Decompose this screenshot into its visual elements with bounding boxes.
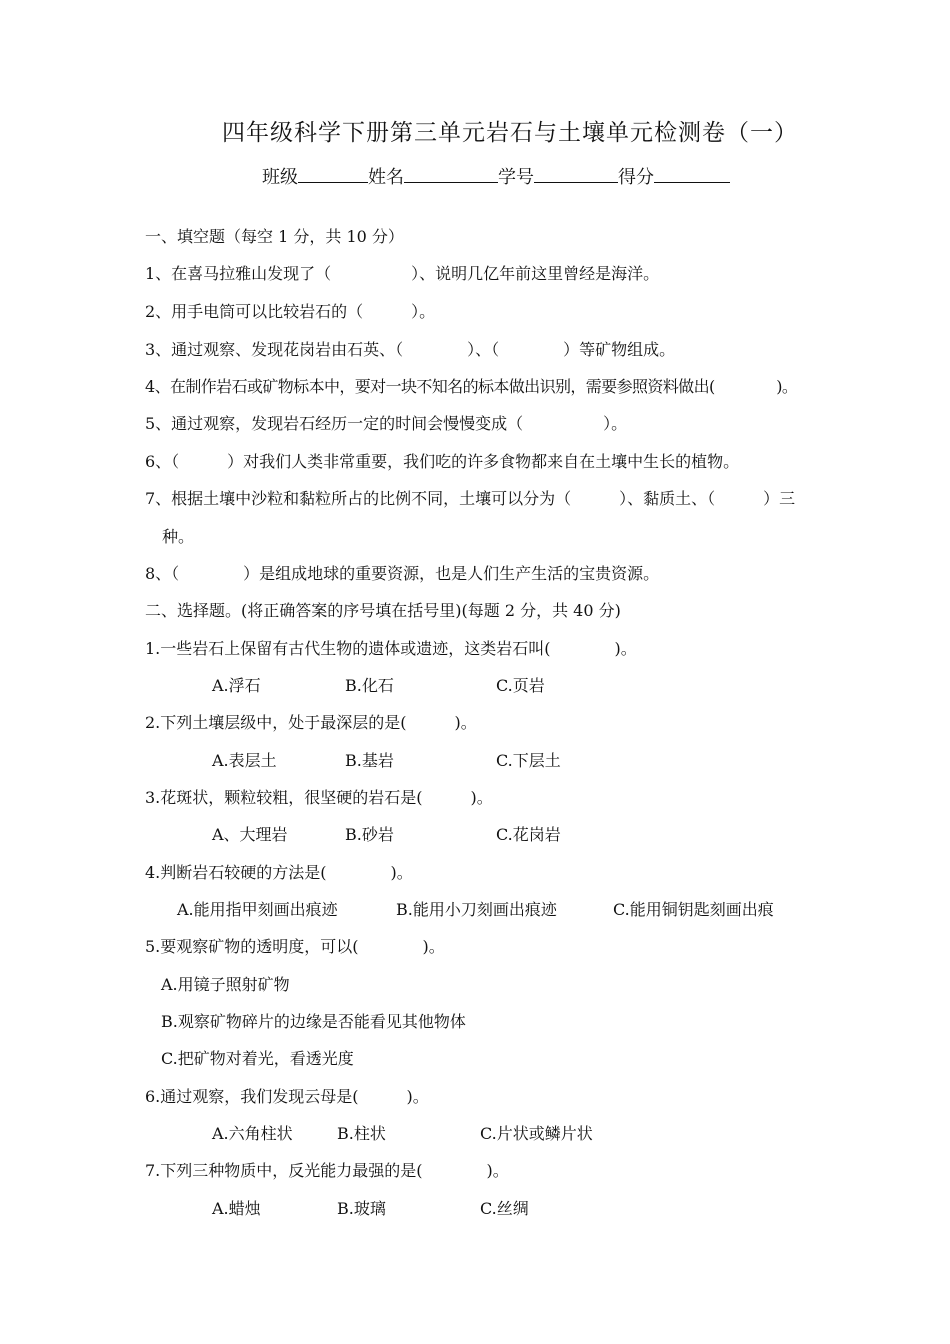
choice-question-5: 5.要观察矿物的透明度，可以( )。 xyxy=(145,937,445,956)
choice-2-option-c: C.下层土 xyxy=(496,751,561,770)
choice-3-option-b: B.砂岩 xyxy=(345,825,394,844)
choice-1-option-a: A.浮石 xyxy=(212,676,261,695)
choice-1-option-c: C.页岩 xyxy=(496,676,545,695)
choice-question-2: 2.下列土壤层级中，处于最深层的是( )。 xyxy=(145,713,477,732)
choice-5-option-c: C.把矿物对着光，看透光度 xyxy=(161,1049,354,1068)
choice-question-1: 1.一些岩石上保留有古代生物的遗体或遗迹，这类岩石叫( )。 xyxy=(145,639,637,658)
number-blank xyxy=(534,164,618,183)
fill-question-5: 5、通过观察，发现岩石经历一定的时间会慢慢变成（ ）。 xyxy=(145,414,628,433)
choice-4-option-b: B.能用小刀刻画出痕迹 xyxy=(396,900,557,919)
section1-heading: 一、填空题（每空 1 分，共 10 分） xyxy=(145,227,404,246)
choice-question-7: 7.下列三种物质中，反光能力最强的是( )。 xyxy=(145,1161,509,1180)
score-label: 得分 xyxy=(618,167,654,188)
choice-2-option-a: A.表层土 xyxy=(212,751,277,770)
name-blank xyxy=(404,164,498,183)
class-label: 班级 xyxy=(262,167,298,188)
choice-3-option-c: C.花岗岩 xyxy=(496,825,561,844)
score-blank xyxy=(654,164,730,183)
choice-2-option-b: B.基岩 xyxy=(345,751,394,770)
choice-6-option-c: C.片状或鳞片状 xyxy=(480,1124,593,1143)
choice-question-4: 4.判断岩石较硬的方法是( )。 xyxy=(145,863,413,882)
choice-question-3: 3.花斑状，颗粒较粗，很坚硬的岩石是( )。 xyxy=(145,788,493,807)
page-title: 四年级科学下册第三单元岩石与土壤单元检测卷（一） xyxy=(222,120,798,146)
class-blank xyxy=(298,164,368,183)
name-label: 姓名 xyxy=(368,167,404,188)
choice-1-option-b: B.化石 xyxy=(345,676,394,695)
choice-7-option-a: A.蜡烛 xyxy=(212,1199,261,1218)
choice-4-option-a: A.能用指甲刻画出痕迹 xyxy=(177,900,338,919)
section2-heading: 二、选择题。(将正确答案的序号填在括号里)(每题 2 分，共 40 分) xyxy=(145,601,621,620)
choice-question-6: 6.通过观察，我们发现云母是( )。 xyxy=(145,1087,429,1106)
fill-question-1: 1、在喜马拉雅山发现了（ ）、说明几亿年前这里曾经是海洋。 xyxy=(145,264,660,283)
choice-3-option-a: A、大理岩 xyxy=(212,825,288,844)
choice-6-option-a: A.六角柱状 xyxy=(212,1124,293,1143)
student-info-row xyxy=(262,163,730,189)
number-label: 学号 xyxy=(498,167,534,188)
fill-question-8: 8、（ ）是组成地球的重要资源，也是人们生产生活的宝贵资源。 xyxy=(145,564,660,583)
choice-7-option-c: C.丝绸 xyxy=(480,1199,529,1218)
choice-6-option-b: B.柱状 xyxy=(337,1124,386,1143)
fill-question-7-continued: 种。 xyxy=(162,527,195,546)
fill-question-7: 7、根据土壤中沙粒和黏粒所占的比例不同，土壤可以分为（ ）、黏质土、（ ）三 xyxy=(145,489,796,508)
fill-question-3: 3、通过观察、发现花岗岩由石英、（ ）、（ ）等矿物组成。 xyxy=(145,340,676,359)
choice-7-option-b: B.玻璃 xyxy=(337,1199,386,1218)
choice-4-option-c: C.能用铜钥匙刻画出痕 xyxy=(613,900,774,919)
choice-5-option-a: A.用镜子照射矿物 xyxy=(161,975,290,994)
choice-5-option-b: B.观察矿物碎片的边缘是否能看见其他物体 xyxy=(161,1012,466,1031)
fill-question-2: 2、用手电筒可以比较岩石的（ ）。 xyxy=(145,302,436,321)
fill-question-6: 6、（ ）对我们人类非常重要，我们吃的许多食物都来自在土壤中生长的植物。 xyxy=(145,452,740,471)
fill-question-4: 4、在制作岩石或矿物标本中，要对一块不知名的标本做出识别，需要参照资料做出( )。 xyxy=(145,377,798,396)
